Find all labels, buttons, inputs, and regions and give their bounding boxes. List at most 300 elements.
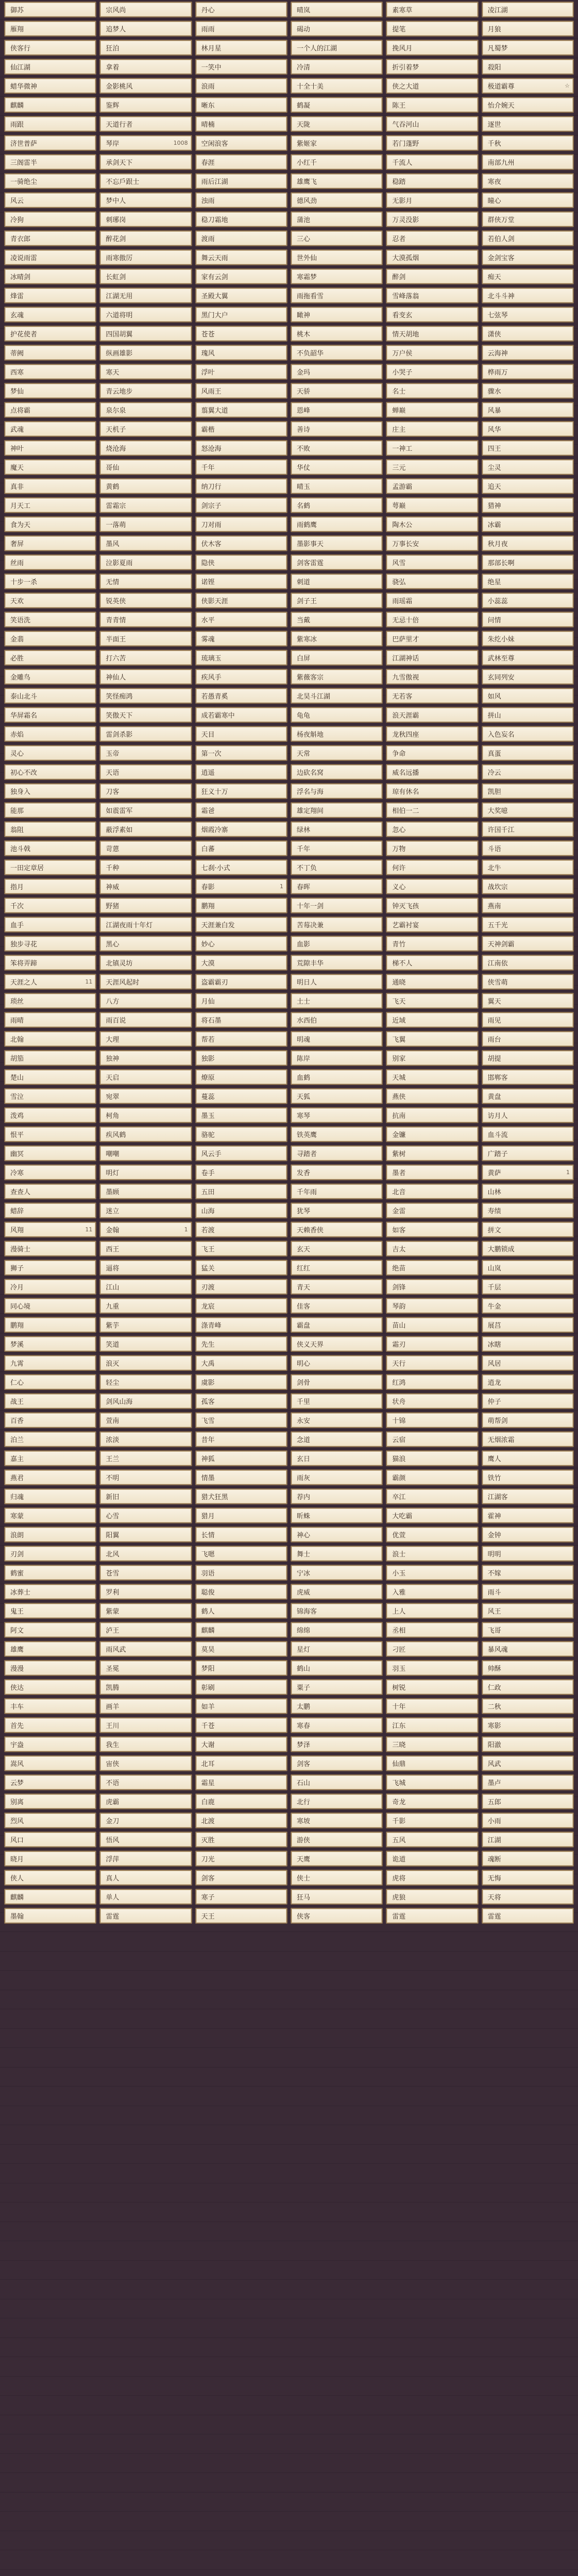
name-option-cell[interactable]: [195, 1088, 287, 1104]
name-option-cell[interactable]: [4, 1889, 96, 1905]
name-option-cell[interactable]: [195, 21, 287, 37]
name-option-cell[interactable]: [195, 1698, 287, 1714]
name-option-cell[interactable]: [195, 1050, 287, 1066]
name-option-cell[interactable]: [99, 1374, 192, 1390]
name-option-cell[interactable]: [482, 1412, 574, 1428]
name-option-cell[interactable]: [482, 745, 574, 761]
name-option-cell[interactable]: [386, 1660, 478, 1676]
name-option-cell[interactable]: [291, 1622, 383, 1638]
name-option-cell[interactable]: [195, 1851, 287, 1867]
name-option-cell[interactable]: [386, 516, 478, 532]
name-option-cell[interactable]: [482, 1336, 574, 1352]
name-option-cell[interactable]: [195, 1584, 287, 1600]
name-option-cell[interactable]: [4, 345, 96, 361]
name-option-cell[interactable]: [386, 1565, 478, 1581]
name-option-cell[interactable]: [195, 688, 287, 704]
name-option-cell[interactable]: [4, 1088, 96, 1104]
name-option-cell[interactable]: [4, 1145, 96, 1161]
name-option-cell[interactable]: [291, 1069, 383, 1085]
name-option-cell[interactable]: [386, 1603, 478, 1619]
name-option-cell[interactable]: [195, 1660, 287, 1676]
name-option-cell[interactable]: [4, 1908, 96, 1924]
name-option-cell[interactable]: [482, 802, 574, 818]
name-option-cell[interactable]: [291, 40, 383, 56]
name-option-cell[interactable]: [386, 1012, 478, 1028]
name-option-cell[interactable]: [386, 1908, 478, 1924]
name-option-cell[interactable]: [291, 1755, 383, 1771]
name-option-cell[interactable]: [99, 1241, 192, 1257]
name-option-cell[interactable]: [99, 230, 192, 246]
name-option-cell[interactable]: [291, 1507, 383, 1523]
name-option-cell[interactable]: [99, 1393, 192, 1409]
name-option-cell[interactable]: [195, 878, 287, 894]
name-option-cell[interactable]: [99, 1222, 192, 1238]
name-option-cell[interactable]: [99, 364, 192, 380]
name-option-cell[interactable]: [482, 1183, 574, 1199]
name-option-cell[interactable]: [4, 1107, 96, 1123]
name-option-cell[interactable]: [195, 1107, 287, 1123]
name-option-cell[interactable]: [4, 1202, 96, 1218]
name-option-cell[interactable]: [195, 78, 287, 94]
name-option-cell[interactable]: [291, 1183, 383, 1199]
name-option-cell[interactable]: [482, 116, 574, 132]
name-option-cell[interactable]: [99, 726, 192, 742]
name-option-cell[interactable]: [195, 1736, 287, 1752]
name-option-cell[interactable]: [291, 1793, 383, 1809]
name-option-cell[interactable]: [99, 1317, 192, 1333]
name-option-cell[interactable]: [99, 59, 192, 75]
name-option-cell[interactable]: [482, 402, 574, 418]
name-option-cell[interactable]: [386, 1812, 478, 1828]
name-option-cell[interactable]: [4, 1832, 96, 1848]
name-option-cell[interactable]: [291, 497, 383, 513]
name-option-cell[interactable]: [99, 1507, 192, 1523]
name-option-cell[interactable]: [195, 840, 287, 856]
name-option-cell[interactable]: [386, 917, 478, 933]
name-option-cell[interactable]: [482, 993, 574, 1009]
name-option-cell[interactable]: [195, 1222, 287, 1238]
name-option-cell[interactable]: [291, 1164, 383, 1180]
name-option-cell[interactable]: [291, 1298, 383, 1314]
name-option-cell[interactable]: [291, 669, 383, 685]
name-option-cell[interactable]: [99, 1298, 192, 1314]
name-option-cell[interactable]: [195, 1908, 287, 1924]
name-option-cell[interactable]: [386, 1164, 478, 1180]
name-option-cell[interactable]: [291, 1279, 383, 1295]
name-option-cell[interactable]: [99, 1031, 192, 1047]
name-option-cell[interactable]: [482, 1584, 574, 1600]
name-option-cell[interactable]: [99, 1469, 192, 1485]
name-option-cell[interactable]: [291, 840, 383, 856]
name-option-cell[interactable]: [195, 707, 287, 723]
name-option-cell[interactable]: [291, 535, 383, 551]
name-option-cell[interactable]: [4, 1469, 96, 1485]
name-option-cell[interactable]: [482, 1698, 574, 1714]
name-option-cell[interactable]: [386, 859, 478, 875]
name-option-cell[interactable]: [291, 1736, 383, 1752]
name-option-cell[interactable]: [291, 1584, 383, 1600]
name-option-cell[interactable]: [195, 1889, 287, 1905]
name-option-cell[interactable]: [99, 936, 192, 952]
name-option-cell[interactable]: [291, 1660, 383, 1676]
name-option-cell[interactable]: [99, 1431, 192, 1447]
name-option-cell[interactable]: [386, 783, 478, 799]
name-option-cell[interactable]: [195, 1183, 287, 1199]
name-option-cell[interactable]: [386, 878, 478, 894]
name-option-cell[interactable]: [195, 421, 287, 437]
name-option-cell[interactable]: [482, 592, 574, 608]
name-option-cell[interactable]: [4, 764, 96, 780]
name-option-cell[interactable]: [482, 478, 574, 494]
name-option-cell[interactable]: [4, 364, 96, 380]
name-option-cell[interactable]: [386, 135, 478, 151]
name-option-cell[interactable]: [386, 1679, 478, 1695]
name-option-cell[interactable]: [195, 97, 287, 113]
name-option-cell[interactable]: [195, 1298, 287, 1314]
name-option-cell[interactable]: [4, 802, 96, 818]
name-option-cell[interactable]: [99, 554, 192, 570]
name-option-cell[interactable]: [386, 726, 478, 742]
name-option-cell[interactable]: [291, 1317, 383, 1333]
name-option-cell[interactable]: [386, 192, 478, 208]
name-option-cell[interactable]: [99, 535, 192, 551]
name-option-cell[interactable]: [99, 897, 192, 913]
name-option-cell[interactable]: [291, 707, 383, 723]
name-option-cell[interactable]: [291, 573, 383, 589]
name-option-cell[interactable]: [4, 1755, 96, 1771]
name-option-cell[interactable]: [291, 1908, 383, 1924]
name-option-cell[interactable]: [386, 21, 478, 37]
name-option-cell[interactable]: [482, 688, 574, 704]
name-option-cell[interactable]: [291, 631, 383, 647]
name-option-cell[interactable]: [386, 116, 478, 132]
name-option-cell[interactable]: [482, 783, 574, 799]
name-option-cell[interactable]: [195, 612, 287, 628]
name-option-cell[interactable]: [99, 268, 192, 284]
name-option-cell[interactable]: [482, 612, 574, 628]
name-option-cell[interactable]: [4, 917, 96, 933]
name-option-cell[interactable]: [99, 669, 192, 685]
name-option-cell[interactable]: [386, 554, 478, 570]
name-option-cell[interactable]: [4, 669, 96, 685]
name-option-cell[interactable]: [291, 897, 383, 913]
name-option-cell[interactable]: [4, 421, 96, 437]
name-option-cell[interactable]: [195, 955, 287, 971]
name-option-cell[interactable]: [386, 383, 478, 399]
name-option-cell[interactable]: [195, 1317, 287, 1333]
name-option-cell[interactable]: [195, 1336, 287, 1352]
name-option-cell[interactable]: [291, 802, 383, 818]
name-option-cell[interactable]: [482, 1069, 574, 1085]
name-option-cell[interactable]: [195, 383, 287, 399]
name-option-cell[interactable]: [4, 383, 96, 399]
name-option-cell[interactable]: [4, 1260, 96, 1276]
name-option-cell[interactable]: [99, 1527, 192, 1543]
name-option-cell[interactable]: [4, 726, 96, 742]
name-option-cell[interactable]: [386, 1546, 478, 1562]
name-option-cell[interactable]: [4, 535, 96, 551]
name-option-cell[interactable]: [195, 516, 287, 532]
name-option-cell[interactable]: [4, 268, 96, 284]
name-option-cell[interactable]: [99, 1012, 192, 1028]
name-option-cell[interactable]: [195, 936, 287, 952]
name-option-cell[interactable]: [195, 1202, 287, 1218]
name-option-cell[interactable]: [482, 421, 574, 437]
name-option-cell[interactable]: [386, 249, 478, 265]
name-option-cell[interactable]: [99, 478, 192, 494]
name-option-cell[interactable]: [99, 878, 192, 894]
name-option-cell[interactable]: [291, 21, 383, 37]
name-option-cell[interactable]: [195, 669, 287, 685]
name-option-cell[interactable]: [482, 936, 574, 952]
name-option-cell[interactable]: [386, 97, 478, 113]
name-option-cell[interactable]: [99, 802, 192, 818]
name-option-cell[interactable]: [99, 1050, 192, 1066]
name-option-cell[interactable]: [482, 497, 574, 513]
name-option-cell[interactable]: [291, 211, 383, 227]
name-option-cell[interactable]: [4, 554, 96, 570]
name-option-cell[interactable]: [482, 21, 574, 37]
name-option-cell[interactable]: [195, 802, 287, 818]
name-option-cell[interactable]: [99, 1584, 192, 1600]
name-option-cell[interactable]: [4, 1584, 96, 1600]
name-option-cell[interactable]: [482, 40, 574, 56]
name-option-cell[interactable]: [195, 974, 287, 990]
name-option-cell[interactable]: [482, 440, 574, 456]
name-option-cell[interactable]: [195, 1507, 287, 1523]
name-option-cell[interactable]: [4, 993, 96, 1009]
name-option-cell[interactable]: [291, 554, 383, 570]
name-option-cell[interactable]: [4, 307, 96, 323]
name-option-cell[interactable]: [482, 135, 574, 151]
name-option-cell[interactable]: [482, 726, 574, 742]
name-option-cell[interactable]: [386, 1832, 478, 1848]
name-option-cell[interactable]: [4, 783, 96, 799]
name-option-cell[interactable]: [99, 917, 192, 933]
name-option-cell[interactable]: [291, 1431, 383, 1447]
name-option-cell[interactable]: [4, 573, 96, 589]
name-option-cell[interactable]: [99, 1832, 192, 1848]
name-option-cell[interactable]: [482, 1202, 574, 1218]
name-option-cell[interactable]: [195, 173, 287, 189]
name-option-cell[interactable]: [482, 1603, 574, 1619]
name-option-cell[interactable]: [99, 40, 192, 56]
name-option-cell[interactable]: [482, 78, 574, 94]
name-option-cell[interactable]: [4, 1660, 96, 1676]
name-option-cell[interactable]: [99, 1450, 192, 1466]
name-option-cell[interactable]: [4, 1164, 96, 1180]
name-option-cell[interactable]: [99, 1565, 192, 1581]
name-option-cell[interactable]: [291, 78, 383, 94]
name-option-cell[interactable]: [99, 1793, 192, 1809]
name-option-cell[interactable]: [482, 268, 574, 284]
name-option-cell[interactable]: [99, 1870, 192, 1886]
name-option-cell[interactable]: [195, 650, 287, 666]
name-option-cell[interactable]: [99, 745, 192, 761]
name-option-cell[interactable]: [4, 1241, 96, 1257]
name-option-cell[interactable]: [291, 1679, 383, 1695]
name-option-cell[interactable]: [386, 1851, 478, 1867]
name-option-cell[interactable]: [195, 1260, 287, 1276]
name-option-cell[interactable]: [99, 1774, 192, 1790]
name-option-cell[interactable]: [291, 1050, 383, 1066]
name-option-cell[interactable]: [291, 516, 383, 532]
name-option-cell[interactable]: [99, 955, 192, 971]
name-option-cell[interactable]: [291, 859, 383, 875]
name-option-cell[interactable]: [482, 364, 574, 380]
name-option-cell[interactable]: [291, 1412, 383, 1428]
name-option-cell[interactable]: [4, 402, 96, 418]
name-option-cell[interactable]: [99, 688, 192, 704]
name-option-cell[interactable]: [195, 211, 287, 227]
name-option-cell[interactable]: [4, 1069, 96, 1085]
name-option-cell[interactable]: [291, 612, 383, 628]
name-option-cell[interactable]: [99, 497, 192, 513]
name-option-cell[interactable]: [291, 1832, 383, 1848]
name-option-cell[interactable]: [386, 345, 478, 361]
name-option-cell[interactable]: [482, 1546, 574, 1562]
name-option-cell[interactable]: [4, 326, 96, 342]
name-option-cell[interactable]: [482, 1660, 574, 1676]
name-option-cell[interactable]: [291, 1126, 383, 1142]
name-option-cell[interactable]: [482, 1031, 574, 1047]
name-option-cell[interactable]: [386, 2, 478, 18]
name-option-cell[interactable]: [291, 459, 383, 475]
name-option-cell[interactable]: [99, 1736, 192, 1752]
name-option-cell[interactable]: [386, 1889, 478, 1905]
name-option-cell[interactable]: [99, 631, 192, 647]
name-option-cell[interactable]: [386, 173, 478, 189]
name-option-cell[interactable]: [482, 1565, 574, 1581]
name-option-cell[interactable]: [4, 1641, 96, 1657]
name-option-cell[interactable]: [482, 1507, 574, 1523]
name-option-cell[interactable]: [195, 859, 287, 875]
name-option-cell[interactable]: [99, 287, 192, 303]
name-option-cell[interactable]: [195, 116, 287, 132]
name-option-cell[interactable]: [99, 345, 192, 361]
name-option-cell[interactable]: [482, 974, 574, 990]
name-option-cell[interactable]: [482, 97, 574, 113]
name-option-cell[interactable]: [482, 1393, 574, 1409]
name-option-cell[interactable]: [386, 840, 478, 856]
name-option-cell[interactable]: [386, 974, 478, 990]
name-option-cell[interactable]: [386, 211, 478, 227]
name-option-cell[interactable]: [386, 688, 478, 704]
name-option-cell[interactable]: [4, 1374, 96, 1390]
name-option-cell[interactable]: [291, 1260, 383, 1276]
name-option-cell[interactable]: [386, 307, 478, 323]
name-option-cell[interactable]: [482, 897, 574, 913]
name-option-cell[interactable]: [291, 783, 383, 799]
name-option-cell[interactable]: [99, 78, 192, 94]
name-option-cell[interactable]: [482, 840, 574, 856]
name-option-cell[interactable]: [386, 1698, 478, 1714]
name-option-cell[interactable]: [291, 287, 383, 303]
name-option-cell[interactable]: [195, 1393, 287, 1409]
name-option-cell[interactable]: [291, 1698, 383, 1714]
name-option-cell[interactable]: [386, 497, 478, 513]
name-option-cell[interactable]: [291, 402, 383, 418]
name-option-cell[interactable]: [482, 1812, 574, 1828]
name-option-cell[interactable]: [291, 1145, 383, 1161]
name-option-cell[interactable]: [291, 1374, 383, 1390]
name-option-cell[interactable]: [291, 1222, 383, 1238]
name-option-cell[interactable]: [386, 1298, 478, 1314]
name-option-cell[interactable]: [99, 707, 192, 723]
name-option-cell[interactable]: [99, 1488, 192, 1504]
name-option-cell[interactable]: [99, 974, 192, 990]
name-option-cell[interactable]: [291, 478, 383, 494]
name-option-cell[interactable]: [4, 1412, 96, 1428]
name-option-cell[interactable]: [386, 364, 478, 380]
name-option-cell[interactable]: [4, 592, 96, 608]
name-option-cell[interactable]: [4, 1527, 96, 1543]
name-option-cell[interactable]: [4, 1622, 96, 1638]
name-option-cell[interactable]: [291, 1450, 383, 1466]
name-option-cell[interactable]: [386, 287, 478, 303]
name-option-cell[interactable]: [4, 2, 96, 18]
name-option-cell[interactable]: [291, 1774, 383, 1790]
name-option-cell[interactable]: [386, 1393, 478, 1409]
name-option-cell[interactable]: [482, 1793, 574, 1809]
name-option-cell[interactable]: [195, 1069, 287, 1085]
name-option-cell[interactable]: [4, 1183, 96, 1199]
name-option-cell[interactable]: [195, 1126, 287, 1142]
name-option-cell[interactable]: [195, 745, 287, 761]
name-option-cell[interactable]: [195, 1546, 287, 1562]
name-option-cell[interactable]: [99, 1260, 192, 1276]
name-option-cell[interactable]: [195, 1031, 287, 1047]
name-option-cell[interactable]: [4, 1222, 96, 1238]
name-option-cell[interactable]: [291, 345, 383, 361]
name-option-cell[interactable]: [195, 1812, 287, 1828]
name-option-cell[interactable]: [99, 1546, 192, 1562]
name-option-cell[interactable]: [291, 2, 383, 18]
name-option-cell[interactable]: [291, 97, 383, 113]
name-option-cell[interactable]: [99, 1698, 192, 1714]
name-option-cell[interactable]: [99, 650, 192, 666]
name-option-cell[interactable]: [4, 440, 96, 456]
name-option-cell[interactable]: [195, 1145, 287, 1161]
name-option-cell[interactable]: [195, 1641, 287, 1657]
name-option-cell[interactable]: [4, 1603, 96, 1619]
name-option-cell[interactable]: [99, 1660, 192, 1676]
name-option-cell[interactable]: [195, 821, 287, 837]
name-option-cell[interactable]: [4, 1488, 96, 1504]
name-option-cell[interactable]: [482, 230, 574, 246]
name-option-cell[interactable]: [99, 1355, 192, 1371]
name-option-cell[interactable]: [386, 78, 478, 94]
name-option-cell[interactable]: [4, 516, 96, 532]
name-option-cell[interactable]: [4, 1279, 96, 1295]
name-option-cell[interactable]: [99, 821, 192, 837]
name-option-cell[interactable]: [482, 631, 574, 647]
name-option-cell[interactable]: [99, 211, 192, 227]
name-option-cell[interactable]: [291, 955, 383, 971]
name-option-cell[interactable]: [291, 745, 383, 761]
name-option-cell[interactable]: [482, 1488, 574, 1504]
name-option-cell[interactable]: [386, 1374, 478, 1390]
name-option-cell[interactable]: [195, 783, 287, 799]
name-option-cell[interactable]: [99, 1412, 192, 1428]
name-option-cell[interactable]: [4, 1698, 96, 1714]
name-option-cell[interactable]: [386, 40, 478, 56]
name-option-cell[interactable]: [291, 192, 383, 208]
name-option-cell[interactable]: [195, 1164, 287, 1180]
name-option-cell[interactable]: [482, 154, 574, 170]
name-option-cell[interactable]: [386, 1222, 478, 1238]
name-option-cell[interactable]: [4, 840, 96, 856]
